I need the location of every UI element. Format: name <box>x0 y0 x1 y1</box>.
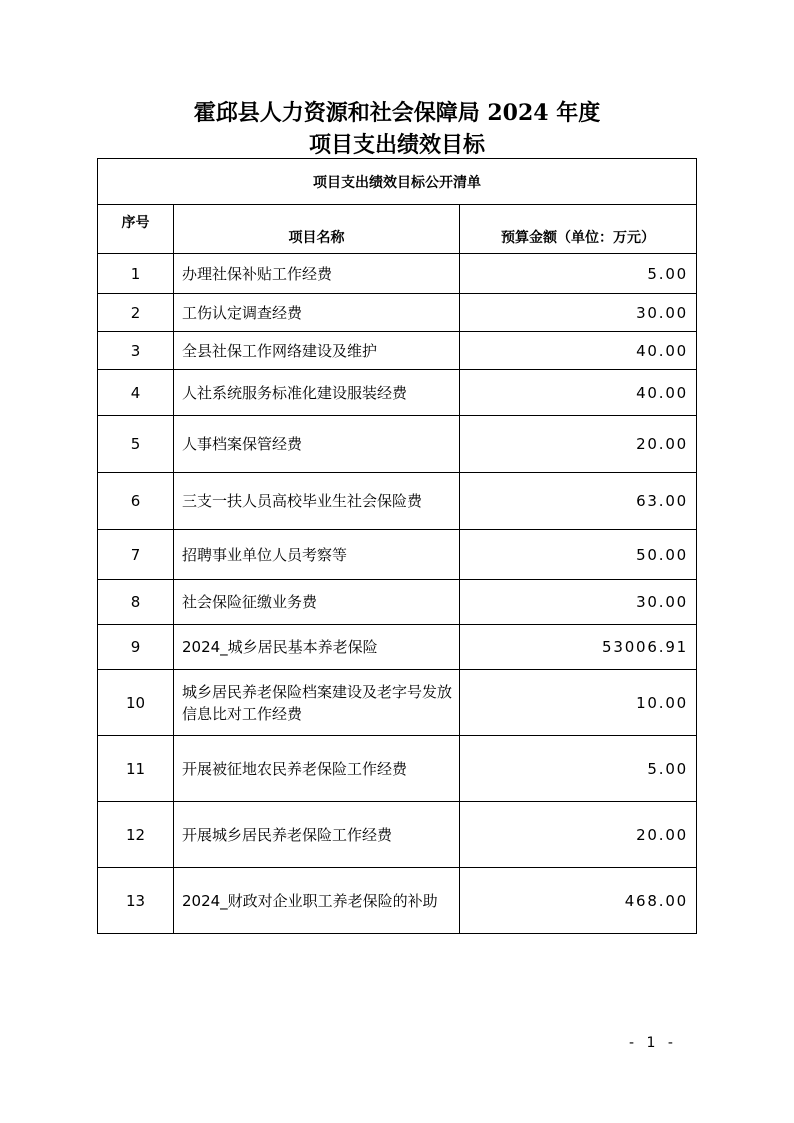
row-index: 12 <box>98 802 174 868</box>
row-project-name: 开展城乡居民养老保险工作经费 <box>174 802 460 868</box>
row-project-name: 社会保险征缴业务费 <box>174 580 460 625</box>
row-index: 1 <box>98 254 174 294</box>
document-title-line-2: 项目支出绩效目标 <box>308 132 485 158</box>
row-project-name: 招聘事业单位人员考察等 <box>174 530 460 580</box>
table-caption: 项目支出绩效目标公开清单 <box>98 159 697 205</box>
row-index: 10 <box>98 670 174 736</box>
row-index: 5 <box>98 416 174 473</box>
row-budget-amount: 63.00 <box>460 473 697 530</box>
row-project-name: 全县社保工作网络建设及维护 <box>174 332 460 370</box>
row-budget-amount: 20.00 <box>460 802 697 868</box>
row-budget-amount: 30.00 <box>460 294 697 332</box>
row-budget-amount: 53006.91 <box>460 625 697 670</box>
row-index: 4 <box>98 370 174 416</box>
row-index: 3 <box>98 332 174 370</box>
budget-table <box>97 158 697 934</box>
row-index: 9 <box>98 625 174 670</box>
header-project-name: 项目名称 <box>174 205 460 254</box>
row-index: 2 <box>98 294 174 332</box>
table-row <box>98 254 697 294</box>
table-row <box>98 332 697 370</box>
table-row <box>98 736 697 802</box>
header-index: 序号 <box>98 205 174 254</box>
row-project-name: 2024_财政对企业职工养老保险的补助 <box>174 868 460 934</box>
row-index: 7 <box>98 530 174 580</box>
row-project-name: 城乡居民养老保险档案建设及老字号发放信息比对工作经费 <box>174 670 460 736</box>
row-budget-amount: 40.00 <box>460 370 697 416</box>
row-budget-amount: 10.00 <box>460 670 697 736</box>
table-row <box>98 802 697 868</box>
row-index: 6 <box>98 473 174 530</box>
row-project-name: 2024_城乡居民基本养老保险 <box>174 625 460 670</box>
table-row <box>98 473 697 530</box>
row-budget-amount: 468.00 <box>460 868 697 934</box>
row-project-name: 工伤认定调查经费 <box>174 294 460 332</box>
row-budget-amount: 50.00 <box>460 530 697 580</box>
table-row <box>98 530 697 580</box>
header-budget-amount: 预算金额（单位：万元） <box>460 205 697 254</box>
row-index: 11 <box>98 736 174 802</box>
row-budget-amount: 20.00 <box>460 416 697 473</box>
row-project-name: 开展被征地农民养老保险工作经费 <box>174 736 460 802</box>
row-budget-amount: 30.00 <box>460 580 697 625</box>
table-row <box>98 416 697 473</box>
table-row <box>98 294 697 332</box>
table-row <box>98 868 697 934</box>
row-index: 13 <box>98 868 174 934</box>
table-row <box>98 625 697 670</box>
table-row <box>98 580 697 625</box>
row-project-name: 办理社保补贴工作经费 <box>174 254 460 294</box>
row-budget-amount: 5.00 <box>460 254 697 294</box>
row-project-name: 三支一扶人员高校毕业生社会保险费 <box>174 473 460 530</box>
document-title-line-1: 霍邱县人力资源和社会保障局 2024 年度 <box>193 100 601 126</box>
table-row <box>98 670 697 736</box>
row-index: 8 <box>98 580 174 625</box>
row-budget-amount: 5.00 <box>460 736 697 802</box>
row-project-name: 人社系统服务标准化建设服装经费 <box>174 370 460 416</box>
row-project-name: 人事档案保管经费 <box>174 416 460 473</box>
page-number: - 1 - <box>629 1035 677 1051</box>
table-row <box>98 370 697 416</box>
row-budget-amount: 40.00 <box>460 332 697 370</box>
